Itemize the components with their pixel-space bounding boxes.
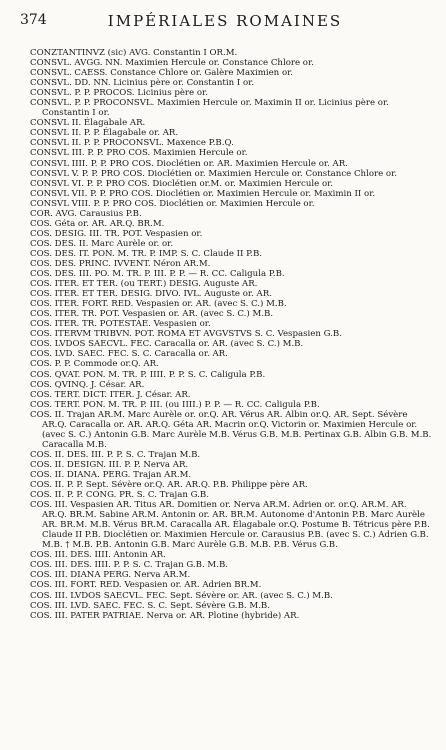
- legend-entry: COS. III. LVDOS SAECVL. FEC. Sept. Sévère or. AR. (avec S. C.) M.B.: [30, 590, 333, 601]
- legend-entry: COS. QVAT. PON. M. TR. P. IIII. P. P. S. C. Caligula P.B.: [30, 369, 266, 380]
- legend-entry: COS. DES. II. Marc Aurèle or. or.: [30, 238, 174, 249]
- legend-entry: COS. ITERVM TRIBVN. POT. ROMA ET AVGVSTVS S. C. Vespasien G.B.: [30, 329, 342, 340]
- legend-entry: COS. II. DESIGN. III. P. P. Nerva AR.: [30, 459, 189, 470]
- legend-entry: COS. Géta or. AR. AR.Q. BR.M.: [30, 218, 165, 229]
- legend-entry: COR. AVG. Carausius P.B.: [30, 208, 142, 219]
- page-number: 374: [20, 12, 47, 28]
- legend-entry: CONSVL II. Élagabale AR.: [30, 118, 146, 129]
- legend-entry: CONSVL II. P. P. PROCONSVL. Maxence P.B.Q.: [30, 138, 234, 149]
- legend-entry: CONSVL VII. P. P. PRO COS. Dioclétien or. Maximien Hercule or. Maximin II or.: [30, 188, 376, 199]
- legend-entry: COS. II. Trajan AR.M. Marc Aurèle or. or.Q. AR. Vérus AR. Albin or.Q. AR. Sept. Sévère AR.Q. Caracalla or. AR. AR.Q. Géta AR. Macrin or.Q. Victorin or. Maximien Hercule or. (avec S. C.) Antonin G.B. Marc Aurèle M.B. Vérus G.B. M.B. Pertinax G.B. Albin G.B. M.B. Caracalla M.B.: [30, 409, 432, 450]
- legend-entry: COS. DES. IT. PON. M. TR. P. IMP. S. C. Claude II P.B.: [30, 248, 263, 259]
- legend-entry: COS. P. P. Commode or.Q. AR.: [30, 359, 159, 370]
- legend-entry: CONSVL III. P. P. PRO COS. Maximien Hercule or.: [30, 148, 248, 159]
- legend-entry: COS. III. DIANA PERG. Nerva AR.M.: [30, 570, 191, 581]
- legend-entry: COS. III. FORT. RED. Vespasien or. AR. Adrien BR.M.: [30, 580, 262, 591]
- legend-entry: COS. II. DIANA. PERG. Trajan AR.M.: [30, 469, 192, 480]
- legend-entry: COS. II. P. P. CONG. PR. S. C. Trajan G.B.: [30, 490, 209, 501]
- legend-entry: COS. DES. III. PO. M. TR. P. III. P. P. — R. CC. Caligula P.B.: [30, 269, 285, 280]
- legend-entry: CONSVL. P. P. PROCOS. Licinius père or.: [30, 88, 208, 99]
- legend-entry: CONSVL. DD. NN. Licinius père or. Constantin I or.: [30, 78, 255, 89]
- legend-entry: CONSVL. P. P. PROCONSVL. Maximien Hercule or. Maximin II or. Licinius père or. Constantin I or.: [30, 98, 389, 119]
- legend-entry: CONZTANTINVZ (sic) AVG. Constantin I OR.M.: [30, 48, 238, 58]
- legend-entries-list: [30, 48, 432, 621]
- legend-entry: COS. II. P. P. Sept. Sévère or.Q. AR. AR.Q. P.B. Philippe père AR.: [30, 480, 308, 491]
- legend-entry: COS. DESIG. III. TR. POT. Vespasien or.: [30, 228, 203, 239]
- legend-entry: COS. DES. PRINC. IVVENT. Néron AR.M.: [30, 258, 211, 269]
- legend-entry: CONSVL VI. P. P. PRO COS. Dioclétien or.M. or. Maximien Hercule or.: [30, 178, 334, 189]
- legend-entry: COS. III. PATER PATRIAE. Nerva or. AR. Plotine (hybride) AR.: [30, 610, 300, 621]
- legend-entry: COS. QVINQ. J. César. AR.: [30, 379, 145, 390]
- legend-entry: COS. LVD. SAEC. FEC. S. C. Caracalla or. AR.: [30, 349, 228, 360]
- legend-entry: COS. III. Vespasien AR. Titus AR. Domitien or. Nerva AR.M. Adrien or. or.Q. AR.M. AR. AR.Q. BR.M. Sabine AR.M. Antonin or. AR. BR.M. Autonome d'Antonin P.B. Marc Aurèle AR. BR.M. M.B. Vérus BR.M. Caracalla AR. Élagabale or.Q. Postume B. Tétricus père P.B. Claude II P.B. Dioclétien or. Maximien Hercule or. Carausius P.B. (avec S. C.) Adrien G.B. M.B. † M.B. P.B. Antonin G.B. Marc Aurèle G.B. M.B. P.B. Vérus G.B.: [30, 500, 430, 551]
- legend-entry: COS. ITER. TR. POTESTAE. Vespasien or.: [30, 319, 211, 330]
- legend-entry: CONSVL VIII. P. P. PRO COS. Dioclétien or. Maximien Hercule or.: [30, 198, 315, 209]
- legend-entry: CONSVL. AVGG. NN. Maximien Hercule or. Constance Chlore or.: [30, 58, 314, 69]
- legend-entry: COS. ITER. ET TER. (ou TERT.) DESIG. Auguste AR.: [30, 279, 258, 290]
- page-header: [20, 12, 430, 34]
- running-title: IMPÉRIALES ROMAINES: [107, 12, 343, 30]
- legend-entry: COS. ITER. FORT. RED. Vespasien or. AR. (avec S. C.) M.B.: [30, 299, 287, 310]
- legend-entry: COS. III. LVD. SAEC. FEC. S. C. Sept. Sévère G.B. M.B.: [30, 600, 270, 611]
- legend-entry: COS. II. DES. III. P. P. S. C. Trajan M.B.: [30, 449, 201, 460]
- legend-entry: COS. TERT. PON. M. TR. P. III. (ou IIII.) P. P. — R. CC. Caligula P.B.: [30, 399, 320, 410]
- legend-entry: CONSVL II. P. P. Élagabale or. AR.: [30, 128, 179, 139]
- legend-entry: COS. III. DES. IIII. Antonin AR.: [30, 550, 166, 561]
- legend-entry: COS. III. DES. IIII. P. P. S. C. Trajan G.B. M.B.: [30, 560, 229, 571]
- legend-entry: CONSVL V. P. P. PRO COS. Dioclétien or. Maximien Hercule or. Constance Chlore or.: [30, 168, 397, 179]
- legend-entry: CONSVL. CAESS. Constance Chlore or. Galère Maximien or.: [30, 68, 294, 79]
- legend-entry: CONSVL IIII. P. P. PRO COS. Dioclétien or. AR. Maximien Hercule or. AR.: [30, 158, 348, 169]
- legend-entry: COS. ITER. TR. POT. Vespasien or. AR. (avec S. C.) M.B.: [30, 309, 274, 320]
- legend-entry: COS. TERT. DICT. ITER. J. César. AR.: [30, 389, 191, 400]
- legend-entry: COS. LVDOS SAECVL. FEC. Caracalla or. AR. (avec S. C.) M.B.: [30, 339, 304, 350]
- legend-entry: COS. ITER. ET TER. DESIG. DIVO. IVL. Auguste or. AR.: [30, 289, 272, 300]
